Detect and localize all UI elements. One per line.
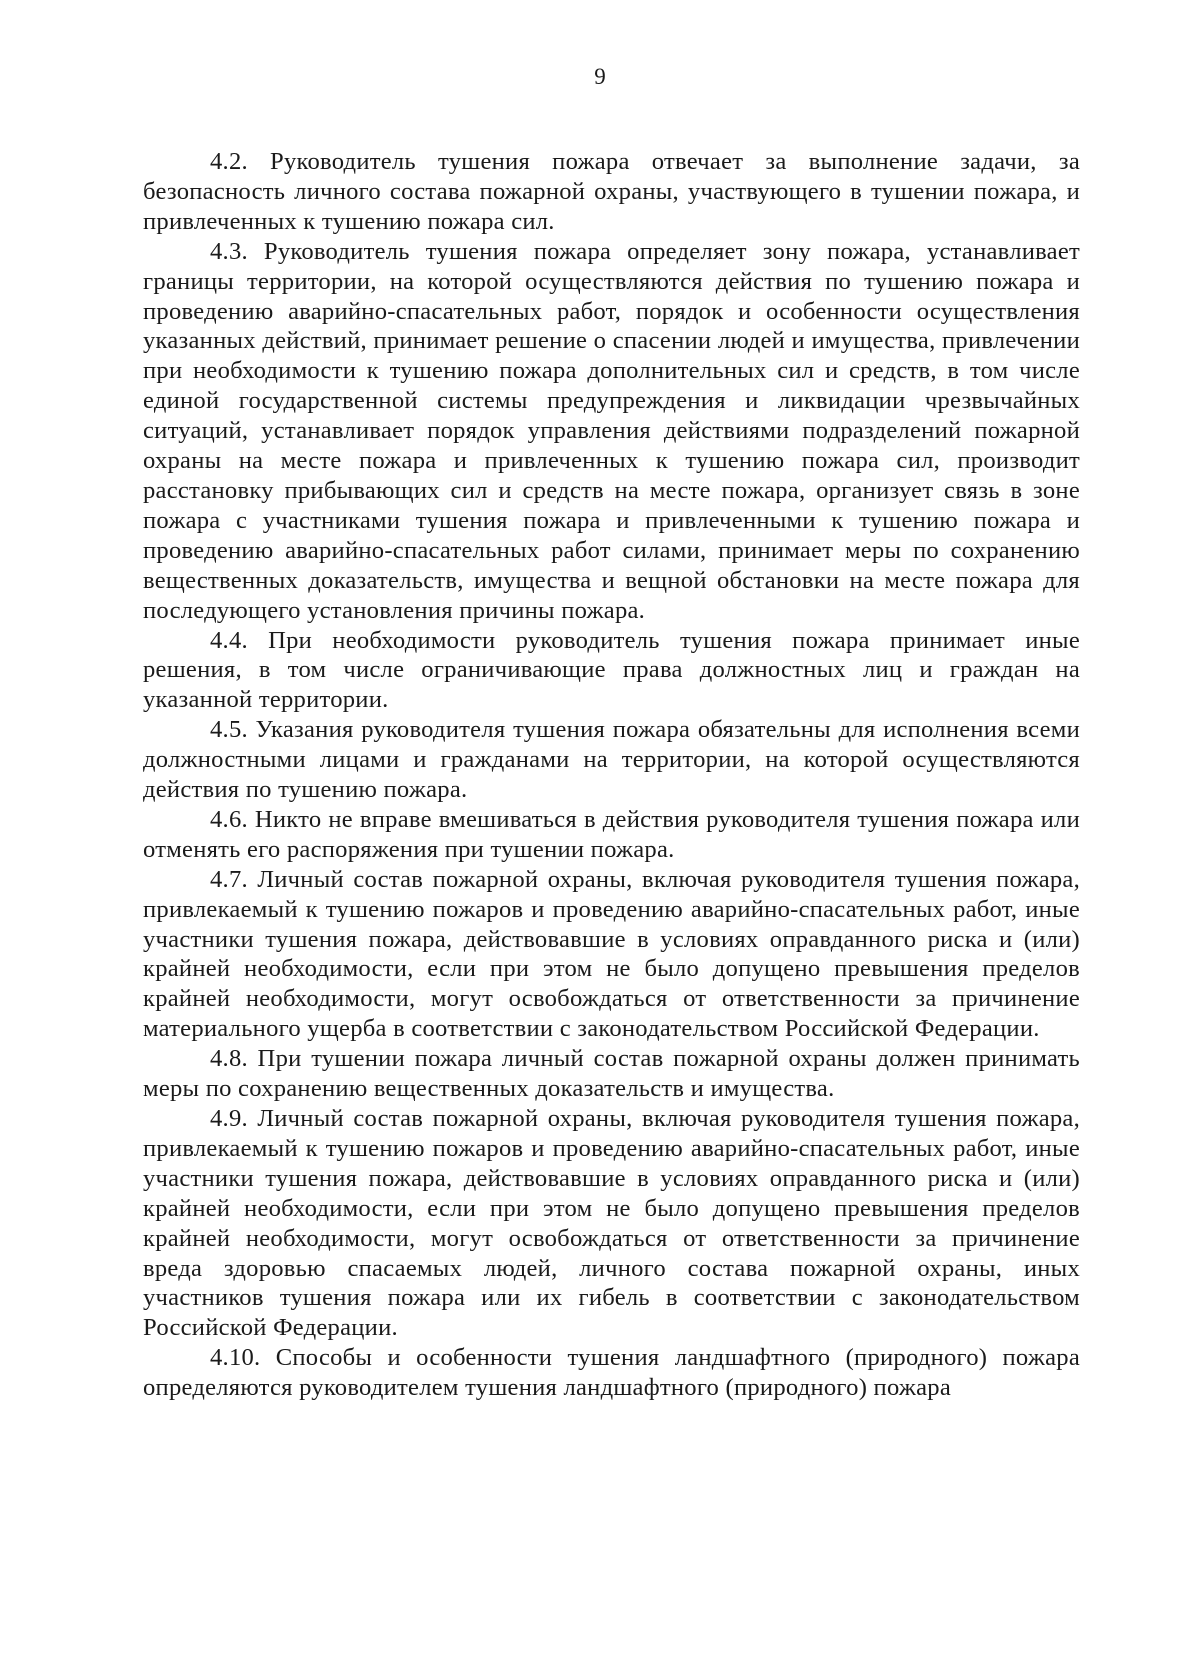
page-number: 9 — [594, 64, 606, 89]
paragraph-4-8: 4.8. При тушении пожара личный состав пожарной охраны должен принимать меры по сохранению вещественных доказательств и имущества. — [143, 1045, 1080, 1103]
paragraph-4-6: 4.6. Никто не вправе вмешиваться в действия руководителя тушения пожара или отменять его распоряжения при тушении пожара. — [143, 805, 1080, 863]
paragraph-4-3: 4.3. Руководитель тушения пожара определяет зону пожара, устанавливает границы территории, на которой осуществляются действия по тушению пожара и проведению аварийно-спасательных работ, порядок и особенности осуществления указанных действий, принимает решение о спасении людей и имущества, привлечении при необходимости к тушению пожара дополнительных сил и средств, в том числе единой государственной системы предупреждения и ликвидации чрезвычайных ситуаций, устанавливает порядок управления действиями подразделений пожарной охраны на месте пожара и привлеченных к тушению пожара сил, производит расстановку прибывающих сил и средств на месте пожара, организует связь в зоне пожара с участниками тушения пожара и привлеченными к тушению пожара и проведению аварийно-спасательных работ силами, принимает меры по сохранению вещественных доказательств, имущества и вещной обстановки на месте пожара для последующего установления причины пожара. — [143, 237, 1080, 624]
document-body — [143, 147, 1080, 1403]
paragraph-4-5: 4.5. Указания руководителя тушения пожара обязательны для исполнения всеми должностными лицами и гражданами на территории, на которой осуществляются действия по тушению пожара. — [143, 716, 1080, 804]
paragraph-4-4: 4.4. При необходимости руководитель тушения пожара принимает иные решения, в том числе ограничивающие права должностных лиц и граждан на указанной территории. — [143, 626, 1080, 714]
paragraph-4-9: 4.9. Личный состав пожарной охраны, включая руководителя тушения пожара, привлекаемый к тушению пожаров и проведению аварийно-спасательных работ, иные участники тушения пожара, действовавшие в условиях оправданного риска и (или) крайней необходимости, если при этом не было допущено превышения пределов крайней необходимости, могут освобождаться от ответственности за причинение вреда здоровью спасаемых людей, личного состава пожарной охраны, иных участников тушения пожара или их гибель в соответствии с законодательством Российской Федерации. — [143, 1105, 1080, 1342]
paragraph-4-10: 4.10. Способы и особенности тушения ландшафтного (природного) пожара определяются руководителем тушения ландшафтного (природного) пожара — [143, 1344, 1080, 1402]
paragraph-4-2: 4.2. Руководитель тушения пожара отвечает за выполнение задачи, за безопасность личного состава пожарной охраны, участвующего в тушении пожара, и привлеченных к тушению пожара сил. — [143, 148, 1080, 235]
paragraph-4-7: 4.7. Личный состав пожарной охраны, включая руководителя тушения пожара, привлекаемый к тушению пожаров и проведению аварийно-спасательных работ, иные участники тушения пожара, действовавшие в условиях оправданного риска и (или) крайней необходимости, если при этом не было допущено превышения пределов крайней необходимости, могут освобождаться от ответственности за причинение материального ущерба в соответствии с законодательством Российской Федерации. — [143, 865, 1080, 1043]
